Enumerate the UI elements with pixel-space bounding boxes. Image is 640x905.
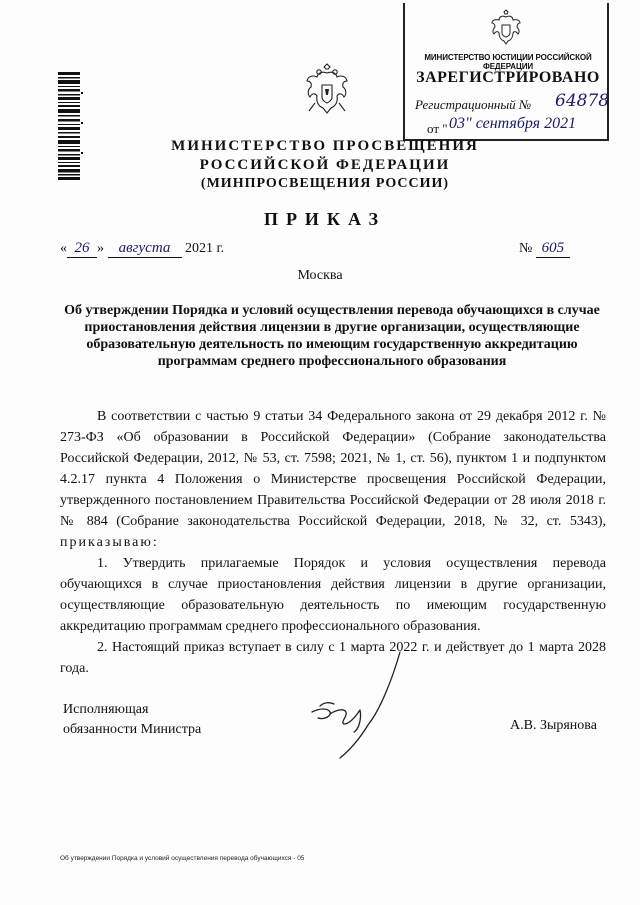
order-year: 2021 г. <box>185 241 225 256</box>
order-number <box>519 240 570 258</box>
date-open-quote: « <box>60 241 67 256</box>
date-close-quote: » <box>97 241 104 256</box>
order-city: Москва <box>297 268 343 283</box>
signer-name: А.В. Зырянова <box>510 718 597 733</box>
signer-position-line-1: Исполняющая <box>63 702 149 717</box>
order-number-label: № <box>519 241 533 256</box>
ministry-line-1: МИНИСТЕРСТВО ПРОСВЕЩЕНИЯ <box>171 138 479 154</box>
order-number-value: 605 <box>536 240 570 258</box>
item-1-paragraph: 1. Утвердить прилагаемые Порядок и условия осуществления перевода обучающихся в случае приостановления действия лицензии в другие организации, осуществляющие образовательную деятельность по имеющим государственную аккредитацию программам среднего профессионального образования. <box>60 556 606 634</box>
barcode <box>58 72 84 180</box>
stamp-date-prefix: от " <box>427 121 448 136</box>
order-date <box>60 240 224 258</box>
document-type: ПРИКАЗ <box>263 209 387 229</box>
stamp-reg-number: 64878 <box>555 91 610 111</box>
handwritten-signature <box>300 650 420 760</box>
stamp-reg-number-label: Регистрационный № <box>415 97 532 112</box>
stamp-date-handwritten: 03" сентября 2021 <box>449 115 577 132</box>
order-title: Об утверждении Порядка и условий осуществления перевода обучающихся в случае приостановления действия лицензии в другие организации, осуществляющие образовательную деятельность по имеющим государственную аккредитацию программам среднего профессионального образования <box>64 303 600 369</box>
order-day: 26 <box>67 240 97 258</box>
ministry-name <box>150 137 500 175</box>
order-word: приказываю: <box>60 535 159 550</box>
registration-stamp <box>403 3 609 141</box>
stamp-registered-label: ЗАРЕГИСТРИРОВАНО <box>416 69 600 86</box>
page-footer: Об утверждении Порядка и условий осуществления перевода обучающихся - 05 <box>60 855 305 862</box>
ministry-line-2: РОССИЙСКОЙ ФЕДЕРАЦИИ <box>199 157 451 173</box>
preamble-paragraph <box>60 406 606 553</box>
coat-of-arms-icon <box>303 63 351 119</box>
signer-position <box>63 700 201 740</box>
item-2-paragraph: 2. Настоящий приказ вступает в силу с 1 марта 2022 г. и действует до 1 марта 2028 года. <box>60 640 606 676</box>
signer-position-line-2: обязанности Министра <box>63 722 202 737</box>
ministry-short-name: (МИНПРОСВЕЩЕНИЯ РОССИИ) <box>200 176 450 191</box>
order-month: августа <box>108 240 182 258</box>
stamp-emblem-icon <box>489 9 523 47</box>
preamble-text: В соответствии с частью 9 статьи 34 Федерального закона от 29 декабря 2012 г. № 273-ФЗ «Об образовании в Российской Федерации» (Собрание законодательства Российской Федерации, 2012, № 53, ст. 7598; 2021, № 1, ст. 56), пунктом 1 и подпунктом 4.2.17 пункта 4 Положения о Министерстве просвещения Российской Федерации, утвержденного постановлением Правительства Российской Федерации от 28 июля 2018 г. № 884 (Собрание законодательства Российской Федерации, 2018, № 32, ст. 5343), <box>60 409 606 529</box>
order-body <box>60 406 606 679</box>
stamp-ministry-name: МИНИСТЕРСТВО ЮСТИЦИИ РОССИЙСКОЙ ФЕДЕРАЦИИ <box>424 53 592 71</box>
